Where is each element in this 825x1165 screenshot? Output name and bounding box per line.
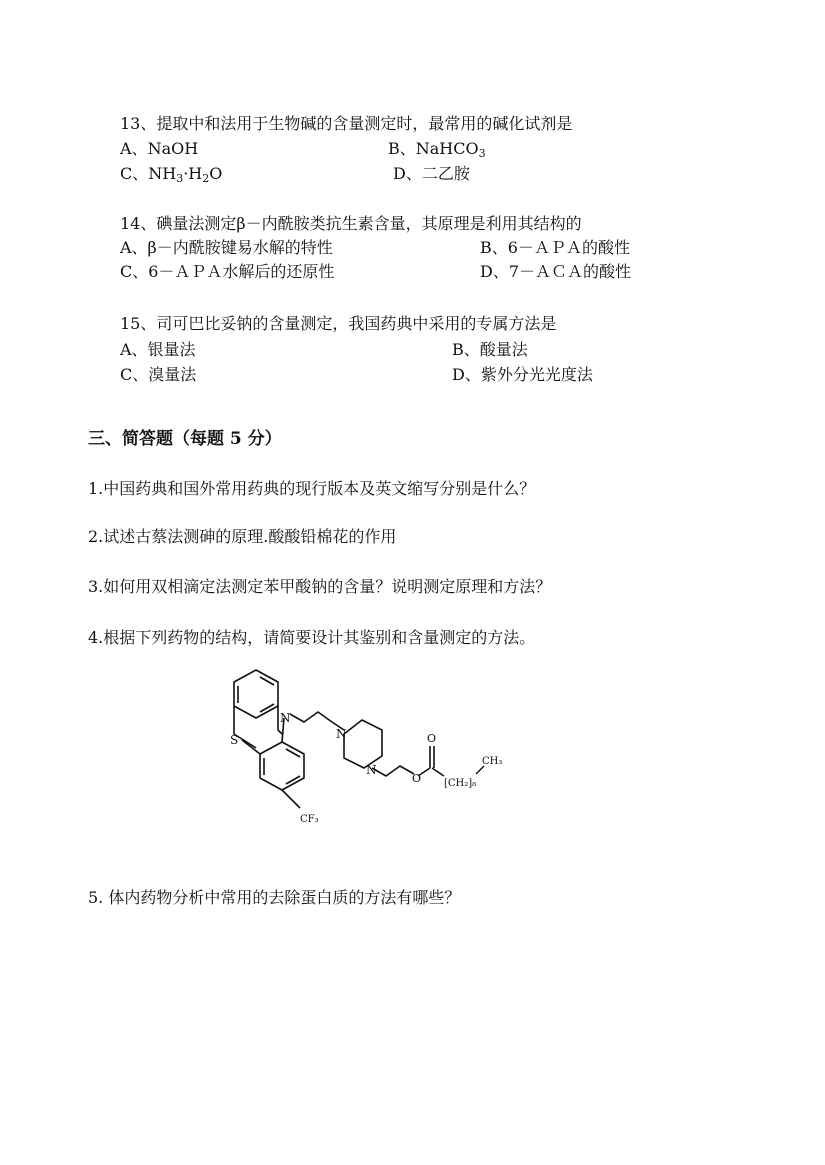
- q13-stem: 13、提取中和法用于生物碱的含量测定时，最常用的碱化试剂是: [120, 114, 573, 133]
- q13-option-c-nh: NH: [148, 164, 177, 183]
- bottom-benzene-ring: [260, 742, 304, 790]
- q14-option-a: A、β－内酰胺键易水解的特性: [120, 238, 333, 257]
- q13-option-b-prefix: B、: [388, 139, 416, 158]
- section-title-short-answer: 三、简答题（每题 5 分）: [88, 429, 282, 449]
- q13-option-a-text: NaOH: [147, 139, 199, 158]
- short-answer-q1: 1.中国药典和国外常用药典的现行版本及英文缩写分别是什么？: [88, 479, 536, 498]
- q14-option-b: B、6－ＡＰＡ的酸性: [480, 238, 630, 257]
- q13-option-c-prefix: C、: [120, 164, 149, 183]
- structure-label-n-ring: N: [280, 711, 291, 725]
- q13-option-c: [120, 164, 222, 184]
- q15-option-d: D、紫外分光光度法: [452, 365, 593, 384]
- structure-label-n-pip2: N: [366, 763, 377, 777]
- structure-label-n-pip1: N: [336, 727, 347, 741]
- q13-option-c-sub2: 2: [202, 172, 210, 185]
- q13-option-c-end: O: [209, 164, 223, 183]
- structure-label-ch3: CH₃: [482, 756, 503, 767]
- structure-label-o-carbonyl: O: [427, 732, 437, 745]
- q13-option-b-sub: 3: [478, 147, 486, 160]
- q14-option-d: D、7－ＡＣＡ的酸性: [480, 262, 632, 281]
- top-benzene-ring: [234, 670, 278, 718]
- ethyl-chain: [372, 766, 414, 776]
- q15-stem: 15、司可巴比妥钠的含量测定，我国药典中采用的专属方法是: [120, 314, 557, 333]
- q13-option-a: [120, 139, 198, 159]
- q14-option-c: C、6－ＡＰＡ水解后的还原性: [120, 262, 335, 281]
- short-answer-q2: 2.试述古蔡法测砷的原理.酸酸铅棉花的作用: [88, 527, 397, 546]
- q13-option-b-formula: NaHCO: [415, 139, 479, 158]
- q13-option-d: D、二乙胺: [393, 164, 470, 183]
- q15-option-c: C、溴量法: [120, 365, 197, 384]
- short-answer-q5: 5. 体内药物分析中常用的去除蛋白质的方法有哪些？: [88, 888, 461, 907]
- q14-stem: 14、碘量法测定β－内酰胺类抗生素含量，其原理是利用其结构的: [120, 214, 582, 233]
- structure-label-cf3: CF₃: [300, 814, 319, 825]
- q13-option-c-sub1: 3: [176, 172, 184, 185]
- q13-option-c-mid: ·H: [183, 164, 203, 183]
- short-answer-q3: 3.如何用双相滴定法测定苯甲酸钠的含量？说明测定原理和方法？: [88, 577, 552, 596]
- q15-option-b: B、酸量法: [452, 340, 528, 359]
- structure-label-chain: [CH₂]₈: [444, 778, 477, 789]
- short-answer-q4: 4.根据下列药物的结构，请简要设计其鉴别和含量测定的方法。: [88, 628, 536, 647]
- q13-option-b: [388, 139, 486, 159]
- structure-label-s-ring: S: [230, 733, 239, 747]
- chemical-structure-figure: [220, 662, 520, 852]
- q13-option-a-prefix: A、: [120, 139, 148, 158]
- q15-option-a: A、银量法: [120, 340, 196, 359]
- piperazine-ring: [344, 720, 382, 768]
- structure-label-o-ester: O: [412, 772, 422, 785]
